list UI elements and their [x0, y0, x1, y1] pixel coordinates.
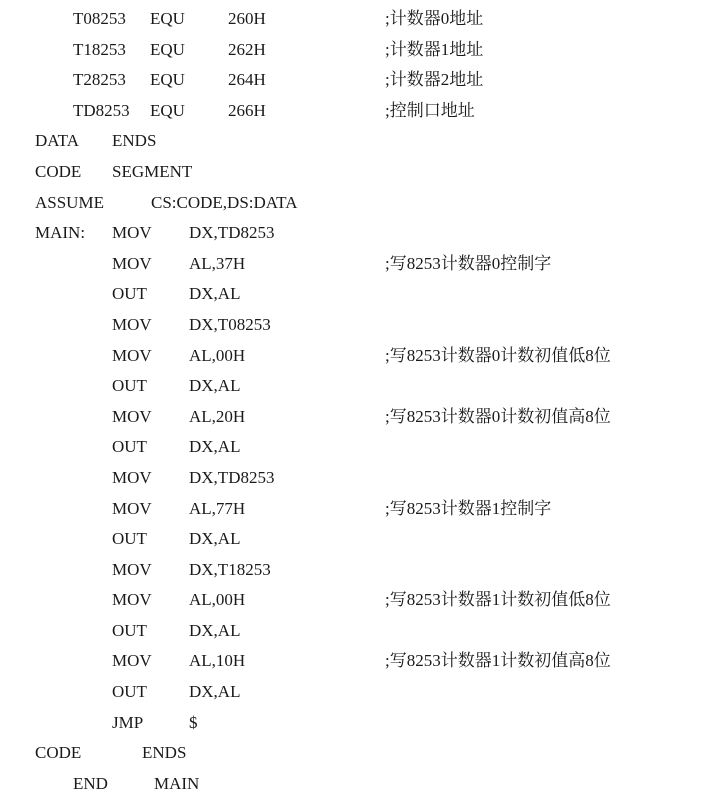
code-line: [0, 432, 709, 463]
code-line: [0, 96, 709, 127]
line-comment: ;写8253计数器0控制字: [385, 253, 552, 273]
line-operand: AL,00H: [189, 590, 246, 610]
line-operand: DX,AL: [189, 284, 241, 304]
line-comment: ;计数器0地址: [385, 9, 484, 28]
line-operand: AL,37H: [189, 253, 246, 273]
line-operand: DX,AL: [189, 437, 241, 457]
line-label: ASSUME: [35, 192, 104, 212]
code-line: [0, 249, 709, 280]
line-mnemonic: MOV: [112, 223, 152, 243]
line-mnemonic: SEGMENT: [112, 161, 193, 181]
line-comment: ;控制口地址: [385, 100, 475, 120]
line-operand: AL,10H: [189, 651, 246, 671]
code-line: [0, 188, 709, 219]
line-comment: ;写8253计数器1计数初值低8位: [385, 590, 611, 610]
line-operand: DX,TD8253: [189, 467, 275, 487]
code-line: [0, 157, 709, 188]
line-label: TD8253: [73, 100, 130, 120]
code-line: [0, 279, 709, 310]
code-line: [0, 4, 709, 35]
line-operand: 260H: [228, 9, 266, 28]
line-label: T08253: [73, 9, 126, 28]
code-line: [0, 463, 709, 494]
line-label: T18253: [73, 39, 126, 59]
line-operand: DX,T08253: [189, 314, 271, 334]
line-mnemonic: OUT: [112, 376, 147, 396]
line-label: DATA: [35, 131, 79, 151]
line-operand: DX,T18253: [189, 559, 271, 579]
line-operand: DX,AL: [189, 529, 241, 549]
code-line: [0, 616, 709, 647]
line-comment: ;写8253计数器0计数初值高8位: [385, 406, 611, 426]
line-mnemonic: MOV: [112, 651, 152, 671]
line-mnemonic: MOV: [112, 590, 152, 610]
line-operand: DX,TD8253: [189, 223, 275, 243]
code-line: [0, 769, 709, 799]
line-mnemonic: EQU: [150, 9, 185, 28]
line-mnemonic: OUT: [112, 529, 147, 549]
line-label: CODE: [35, 743, 82, 763]
line-label: T28253: [73, 70, 126, 90]
line-operand: AL,20H: [189, 406, 246, 426]
line-mnemonic: EQU: [150, 70, 185, 90]
code-line: [0, 218, 709, 249]
line-mnemonic: ENDS: [142, 743, 187, 763]
line-operand: 262H: [228, 39, 266, 59]
line-operand: CS:CODE,DS:DATA: [151, 192, 298, 212]
code-line: [0, 677, 709, 708]
line-mnemonic: JMP: [112, 712, 144, 732]
code-line: [0, 524, 709, 555]
line-mnemonic: ENDS: [112, 131, 157, 151]
line-mnemonic: MOV: [112, 559, 152, 579]
code-line: [0, 708, 709, 739]
line-mnemonic: OUT: [112, 437, 147, 457]
code-line: [0, 310, 709, 341]
line-mnemonic: EQU: [150, 39, 185, 59]
line-operand: AL,00H: [189, 345, 246, 365]
line-mnemonic: MOV: [112, 253, 152, 273]
line-label: MAIN:: [35, 223, 86, 243]
code-line: [0, 494, 709, 525]
line-mnemonic: MOV: [112, 467, 152, 487]
code-line: [0, 555, 709, 586]
code-line: [0, 738, 709, 769]
line-mnemonic: MOV: [112, 406, 152, 426]
line-mnemonic: OUT: [112, 620, 147, 640]
line-comment: ;写8253计数器1计数初值高8位: [385, 651, 611, 671]
line-label: CODE: [35, 161, 82, 181]
line-mnemonic: OUT: [112, 682, 147, 702]
line-operand: DX,AL: [189, 376, 241, 396]
line-mnemonic: OUT: [112, 284, 147, 304]
line-comment: ;计数器1地址: [385, 39, 484, 59]
line-mnemonic: MAIN: [154, 773, 200, 793]
code-line: [0, 402, 709, 433]
line-comment: ;写8253计数器0计数初值低8位: [385, 345, 611, 365]
code-line: [0, 646, 709, 677]
line-operand: DX,AL: [189, 682, 241, 702]
code-line: [0, 585, 709, 616]
line-label: END: [73, 773, 108, 793]
line-comment: ;计数器2地址: [385, 70, 484, 90]
assembly-listing: [0, 4, 709, 799]
line-operand: $: [189, 712, 198, 732]
code-line: [0, 341, 709, 372]
line-mnemonic: MOV: [112, 314, 152, 334]
line-operand: 264H: [228, 70, 266, 90]
line-mnemonic: MOV: [112, 345, 152, 365]
line-mnemonic: MOV: [112, 498, 152, 518]
line-operand: DX,AL: [189, 620, 241, 640]
line-comment: ;写8253计数器1控制字: [385, 498, 552, 518]
code-line: [0, 65, 709, 96]
code-line: [0, 371, 709, 402]
code-line: [0, 35, 709, 66]
line-operand: AL,77H: [189, 498, 246, 518]
line-operand: 266H: [228, 100, 266, 120]
code-line: [0, 126, 709, 157]
line-mnemonic: EQU: [150, 100, 185, 120]
